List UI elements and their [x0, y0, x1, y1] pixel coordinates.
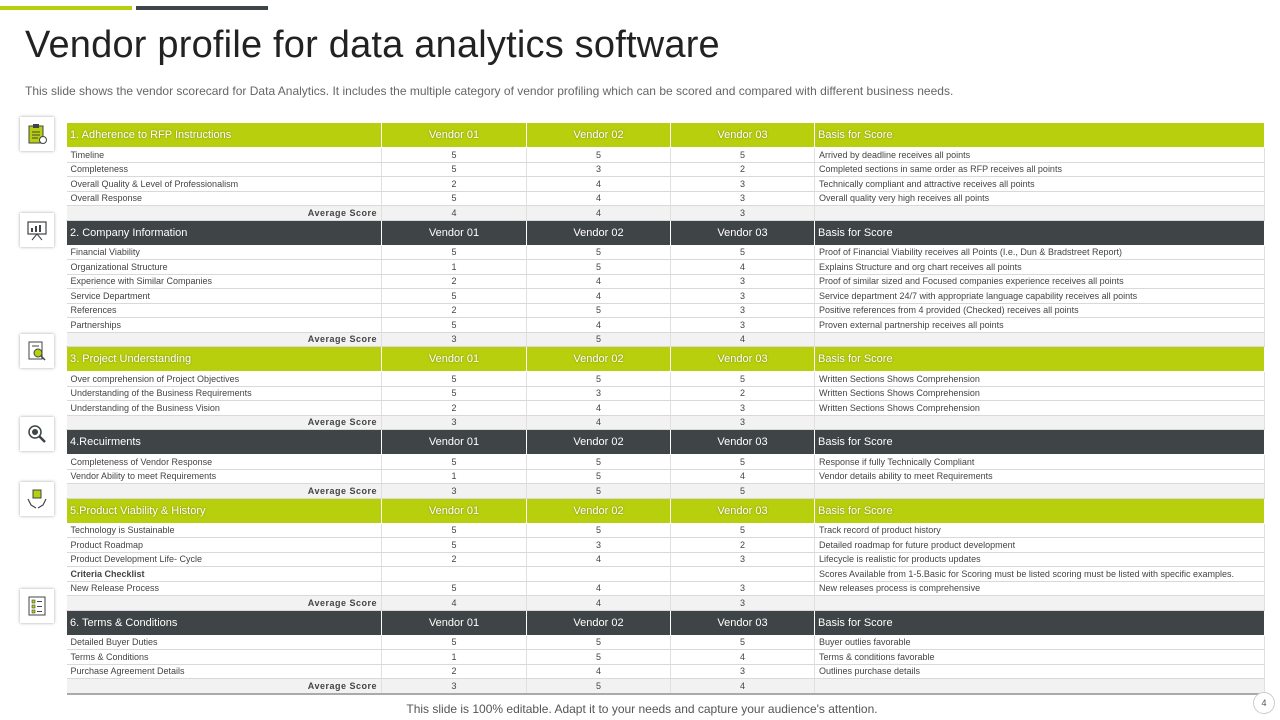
- average-score-row: [67, 679, 1265, 694]
- score-cell: [382, 567, 527, 582]
- empty-cell: [815, 679, 1265, 694]
- score-cell: 5: [671, 148, 815, 163]
- basis-cell: Written Sections Shows Comprehension: [815, 372, 1265, 387]
- score-cell: 4: [527, 191, 671, 206]
- score-cell: 3: [671, 401, 815, 416]
- vendor-header: Vendor 01: [382, 123, 527, 148]
- basis-header: Basis for Score: [815, 123, 1265, 148]
- slide-title: Vendor profile for data analytics software: [25, 24, 720, 66]
- average-score-cell: 4: [671, 332, 815, 347]
- average-score-cell: 4: [671, 679, 815, 694]
- score-cell: 4: [527, 552, 671, 567]
- score-cell: 5: [382, 581, 527, 596]
- basis-cell: Proven external partnership receives all points: [815, 318, 1265, 333]
- vendor-header: Vendor 01: [382, 430, 527, 455]
- criterion-cell: Over comprehension of Project Objectives: [67, 372, 382, 387]
- score-cell: 5: [382, 635, 527, 650]
- score-cell: 2: [382, 552, 527, 567]
- table-row: [67, 191, 1265, 206]
- empty-cell: [815, 484, 1265, 499]
- score-cell: 3: [671, 289, 815, 304]
- score-cell: 2: [671, 162, 815, 177]
- average-score-cell: 4: [527, 206, 671, 221]
- section-title: 1. Adherence to RFP Instructions: [67, 123, 382, 148]
- basis-cell: New releases process is comprehensive: [815, 581, 1265, 596]
- criterion-cell: Product Development Life- Cycle: [67, 552, 382, 567]
- score-cell: 5: [382, 148, 527, 163]
- page-number: 4: [1253, 692, 1275, 714]
- table-row: [67, 177, 1265, 192]
- criterion-cell: Service Department: [67, 289, 382, 304]
- basis-cell: Written Sections Shows Comprehension: [815, 386, 1265, 401]
- score-cell: 1: [382, 469, 527, 484]
- basis-cell: Overall quality very high receives all points: [815, 191, 1265, 206]
- score-cell: 4: [527, 664, 671, 679]
- average-score-row: [67, 415, 1265, 430]
- basis-cell: Outlines purchase details: [815, 664, 1265, 679]
- score-cell: 3: [671, 581, 815, 596]
- section-header-row: [67, 610, 1265, 635]
- score-cell: 2: [382, 177, 527, 192]
- average-score-cell: 5: [527, 332, 671, 347]
- average-score-cell: 3: [671, 206, 815, 221]
- score-cell: 5: [527, 635, 671, 650]
- average-score-row: [67, 206, 1265, 221]
- average-score-cell: 4: [382, 206, 527, 221]
- vendor-header: Vendor 02: [527, 220, 671, 245]
- presentation-chart-icon: [20, 213, 54, 247]
- section-header-row: [67, 430, 1265, 455]
- empty-cell: [815, 596, 1265, 611]
- clipboard-icon: [20, 117, 54, 151]
- average-score-label: Average Score: [67, 596, 382, 611]
- magnifier-icon: [20, 417, 54, 451]
- table-row: [67, 552, 1265, 567]
- table-row: [67, 386, 1265, 401]
- table-row: [67, 245, 1265, 260]
- criterion-cell: Understanding of the Business Vision: [67, 401, 382, 416]
- table-row: [67, 523, 1265, 538]
- score-cell: 5: [671, 635, 815, 650]
- table-row: [67, 581, 1265, 596]
- vendor-header: Vendor 03: [671, 498, 815, 523]
- score-cell: 5: [671, 245, 815, 260]
- score-cell: 4: [527, 581, 671, 596]
- average-score-cell: 3: [671, 596, 815, 611]
- vendor-header: Vendor 03: [671, 123, 815, 148]
- basis-cell: Explains Structure and org chart receives all points: [815, 260, 1265, 275]
- average-score-label: Average Score: [67, 415, 382, 430]
- score-cell: 5: [382, 289, 527, 304]
- average-score-label: Average Score: [67, 484, 382, 499]
- section-title: 4.Recuirments: [67, 430, 382, 455]
- average-score-cell: 5: [671, 484, 815, 499]
- accent-bar-green: [0, 6, 132, 10]
- score-cell: 2: [382, 401, 527, 416]
- score-cell: 3: [671, 303, 815, 318]
- score-cell: 4: [527, 318, 671, 333]
- basis-cell: Track record of product history: [815, 523, 1265, 538]
- score-cell: 3: [527, 538, 671, 553]
- criterion-cell: Overall Quality & Level of Professionalism: [67, 177, 382, 192]
- empty-cell: [815, 206, 1265, 221]
- score-cell: 5: [527, 148, 671, 163]
- score-cell: 5: [527, 469, 671, 484]
- table-row: [67, 289, 1265, 304]
- basis-header: Basis for Score: [815, 430, 1265, 455]
- score-cell: 5: [671, 455, 815, 470]
- vendor-header: Vendor 01: [382, 610, 527, 635]
- basis-cell: Service department 24/7 with appropriate language capability receives all points: [815, 289, 1265, 304]
- score-cell: 5: [382, 372, 527, 387]
- vendor-header: Vendor 02: [527, 610, 671, 635]
- checklist-icon: [20, 589, 54, 623]
- criterion-cell: Terms & Conditions: [67, 650, 382, 665]
- score-cell: 5: [382, 455, 527, 470]
- average-score-cell: 5: [527, 484, 671, 499]
- section-title: 5.Product Viability & History: [67, 498, 382, 523]
- table-row: [67, 455, 1265, 470]
- criterion-cell: Experience with Similar Companies: [67, 274, 382, 289]
- basis-cell: Buyer outlies favorable: [815, 635, 1265, 650]
- scorecard-table: [66, 122, 1265, 695]
- table-row: [67, 274, 1265, 289]
- criterion-cell: Criteria Checklist: [67, 567, 382, 582]
- criterion-cell: Completeness: [67, 162, 382, 177]
- average-score-cell: 3: [382, 484, 527, 499]
- score-cell: 2: [382, 274, 527, 289]
- criterion-cell: Completeness of Vendor Response: [67, 455, 382, 470]
- basis-cell: Written Sections Shows Comprehension: [815, 401, 1265, 416]
- vendor-header: Vendor 03: [671, 610, 815, 635]
- score-cell: [527, 567, 671, 582]
- score-cell: 5: [382, 191, 527, 206]
- criterion-cell: References: [67, 303, 382, 318]
- score-cell: 3: [671, 664, 815, 679]
- criterion-cell: Timeline: [67, 148, 382, 163]
- table-row: [67, 303, 1265, 318]
- basis-cell: Positive references from 4 provided (Checked) receives all points: [815, 303, 1265, 318]
- basis-cell: Technically compliant and attractive receives all points: [815, 177, 1265, 192]
- score-cell: 5: [671, 523, 815, 538]
- score-cell: 3: [671, 552, 815, 567]
- average-score-label: Average Score: [67, 332, 382, 347]
- section-header-row: [67, 220, 1265, 245]
- table-row: [67, 401, 1265, 416]
- average-score-row: [67, 596, 1265, 611]
- score-cell: 3: [527, 386, 671, 401]
- score-cell: 3: [527, 162, 671, 177]
- hands-box-icon: [20, 482, 54, 516]
- average-score-cell: 3: [671, 415, 815, 430]
- average-score-cell: 4: [527, 415, 671, 430]
- vendor-header: Vendor 03: [671, 430, 815, 455]
- basis-cell: Lifecycle is realistic for products updates: [815, 552, 1265, 567]
- vendor-header: Vendor 02: [527, 123, 671, 148]
- score-cell: 5: [382, 538, 527, 553]
- score-cell: 5: [382, 318, 527, 333]
- score-cell: 5: [382, 523, 527, 538]
- basis-cell: Arrived by deadline receives all points: [815, 148, 1265, 163]
- section-header-row: [67, 347, 1265, 372]
- vendor-header: Vendor 02: [527, 430, 671, 455]
- empty-cell: [815, 332, 1265, 347]
- average-score-row: [67, 332, 1265, 347]
- score-cell: 1: [382, 260, 527, 275]
- score-cell: 4: [527, 401, 671, 416]
- average-score-label: Average Score: [67, 206, 382, 221]
- criterion-cell: Detailed Buyer Duties: [67, 635, 382, 650]
- score-cell: 3: [671, 274, 815, 289]
- vendor-header: Vendor 01: [382, 347, 527, 372]
- score-cell: 5: [527, 260, 671, 275]
- criterion-cell: Financial Viability: [67, 245, 382, 260]
- table-row: [67, 538, 1265, 553]
- score-cell: 5: [382, 245, 527, 260]
- vendor-header: Vendor 03: [671, 347, 815, 372]
- score-cell: 4: [671, 260, 815, 275]
- average-score-cell: 3: [382, 415, 527, 430]
- table-row: [67, 635, 1265, 650]
- score-cell: 3: [671, 177, 815, 192]
- score-cell: 5: [527, 523, 671, 538]
- vendor-scorecard: [66, 122, 1264, 695]
- basis-cell: Response if fully Technically Compliant: [815, 455, 1265, 470]
- basis-header: Basis for Score: [815, 498, 1265, 523]
- criterion-cell: New Release Process: [67, 581, 382, 596]
- average-score-label: Average Score: [67, 679, 382, 694]
- score-cell: 4: [527, 177, 671, 192]
- table-row: [67, 567, 1265, 582]
- table-row: [67, 260, 1265, 275]
- vendor-header: Vendor 02: [527, 498, 671, 523]
- criterion-cell: Partnerships: [67, 318, 382, 333]
- basis-cell: Proof of Financial Viability receives all Points (I.e., Dun & Bradstreet Report): [815, 245, 1265, 260]
- section-header-row: [67, 498, 1265, 523]
- basis-header: Basis for Score: [815, 220, 1265, 245]
- score-cell: 3: [671, 318, 815, 333]
- criterion-cell: Vendor Ability to meet Requirements: [67, 469, 382, 484]
- average-score-cell: 4: [382, 596, 527, 611]
- score-cell: 4: [671, 650, 815, 665]
- criterion-cell: Understanding of the Business Requirements: [67, 386, 382, 401]
- table-row: [67, 372, 1265, 387]
- average-score-cell: 4: [527, 596, 671, 611]
- score-cell: 5: [382, 162, 527, 177]
- criterion-cell: Technology is Sustainable: [67, 523, 382, 538]
- basis-header: Basis for Score: [815, 347, 1265, 372]
- table-row: [67, 148, 1265, 163]
- section-title: 3. Project Understanding: [67, 347, 382, 372]
- score-cell: 2: [671, 538, 815, 553]
- score-cell: 5: [527, 650, 671, 665]
- criterion-cell: Overall Response: [67, 191, 382, 206]
- score-cell: 5: [527, 372, 671, 387]
- criterion-cell: Purchase Agreement Details: [67, 664, 382, 679]
- score-cell: 5: [671, 372, 815, 387]
- section-header-row: [67, 123, 1265, 148]
- vendor-header: Vendor 02: [527, 347, 671, 372]
- basis-cell: Detailed roadmap for future product development: [815, 538, 1265, 553]
- section-title: 6. Terms & Conditions: [67, 610, 382, 635]
- score-cell: 2: [382, 303, 527, 318]
- empty-cell: [815, 415, 1265, 430]
- average-score-cell: 3: [382, 679, 527, 694]
- table-row: [67, 469, 1265, 484]
- table-row: [67, 162, 1265, 177]
- score-cell: 5: [527, 455, 671, 470]
- score-cell: [671, 567, 815, 582]
- document-search-icon: [20, 334, 54, 368]
- table-row: [67, 650, 1265, 665]
- basis-header: Basis for Score: [815, 610, 1265, 635]
- score-cell: 5: [527, 245, 671, 260]
- slide-subtitle: This slide shows the vendor scorecard for Data Analytics. It includes the multiple category of vendor profiling which can be scored and compared with different business needs.: [25, 84, 954, 98]
- basis-cell: Vendor details ability to meet Requirements: [815, 469, 1265, 484]
- score-cell: 1: [382, 650, 527, 665]
- average-score-cell: 5: [527, 679, 671, 694]
- table-row: [67, 664, 1265, 679]
- criterion-cell: Product Roadmap: [67, 538, 382, 553]
- basis-cell: Terms & conditions favorable: [815, 650, 1265, 665]
- basis-cell: Scores Available from 1-5.Basic for Scoring must be listed scoring must be listed with specific examples.: [815, 567, 1265, 582]
- score-cell: 2: [671, 386, 815, 401]
- criterion-cell: Organizational Structure: [67, 260, 382, 275]
- vendor-header: Vendor 01: [382, 498, 527, 523]
- score-cell: 4: [527, 289, 671, 304]
- slide-footer: This slide is 100% editable. Adapt it to your needs and capture your audience's attention.: [406, 702, 878, 716]
- score-cell: 5: [382, 386, 527, 401]
- basis-cell: Proof of similar sized and Focused companies experience receives all points: [815, 274, 1265, 289]
- section-title: 2. Company Information: [67, 220, 382, 245]
- score-cell: 3: [671, 191, 815, 206]
- average-score-row: [67, 484, 1265, 499]
- table-row: [67, 318, 1265, 333]
- average-score-cell: 3: [382, 332, 527, 347]
- vendor-header: Vendor 03: [671, 220, 815, 245]
- score-cell: 4: [527, 274, 671, 289]
- score-cell: 5: [527, 303, 671, 318]
- vendor-header: Vendor 01: [382, 220, 527, 245]
- score-cell: 2: [382, 664, 527, 679]
- score-cell: 4: [671, 469, 815, 484]
- accent-bar-dark: [136, 6, 268, 10]
- basis-cell: Completed sections in same order as RFP receives all points: [815, 162, 1265, 177]
